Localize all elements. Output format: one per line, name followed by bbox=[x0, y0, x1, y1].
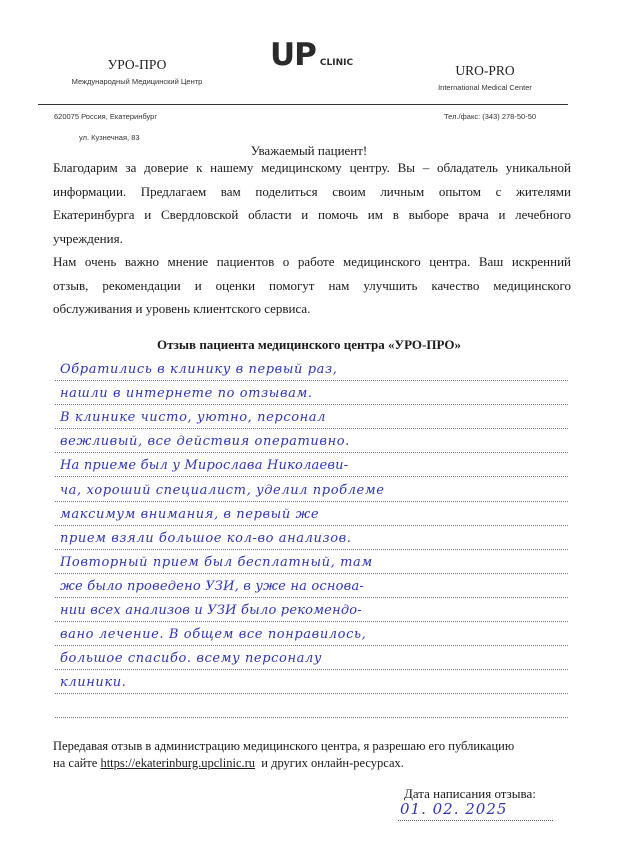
intro-p1-line: учреждения. bbox=[53, 230, 123, 246]
review-dotted-line bbox=[55, 404, 568, 405]
address-line-2: ул. Кузнечная, 83 bbox=[79, 133, 140, 142]
review-line-text[interactable]: нашли в интернете по отзывам. bbox=[60, 386, 313, 402]
review-dotted-line bbox=[55, 573, 568, 574]
intro-paragraph-2 bbox=[53, 250, 571, 321]
review-line-text[interactable]: На приеме был у Мирослава Николаеви- bbox=[60, 458, 349, 474]
review-dotted-line bbox=[55, 693, 568, 694]
review-line-text[interactable]: клиники. bbox=[60, 675, 127, 691]
review-dotted-line bbox=[55, 380, 568, 381]
logo-up-text: UP bbox=[270, 37, 316, 73]
clinic-logo bbox=[270, 37, 353, 73]
consent-prefix: на сайте bbox=[53, 756, 101, 770]
date-dotted-line bbox=[398, 820, 553, 821]
review-line-text[interactable]: максимум внимания, в первый же bbox=[60, 506, 320, 522]
intro-p2-line: Нам очень важно мнение пациентов о работе медицинского центра. Ваш искренний bbox=[53, 254, 571, 269]
review-line-text[interactable]: В клинике чисто, уютно, персонал bbox=[60, 410, 327, 426]
consent-line-1: Передавая отзыв в администрацию медицинского центра, я разрешаю его публикацию bbox=[53, 739, 515, 753]
review-line-text[interactable]: большое спасибо. всему персоналу bbox=[60, 651, 322, 667]
consent-suffix: и других онлайн-ресурсах. bbox=[255, 756, 404, 770]
date-label: Дата написания отзыва: bbox=[404, 786, 536, 801]
intro-p2-line: обслуживания и уровень клиентского сервиса. bbox=[53, 301, 311, 316]
review-dotted-line bbox=[55, 476, 568, 477]
review-dotted-line bbox=[55, 597, 568, 598]
review-line-text[interactable]: ча, хороший специалист, уделил проблеме bbox=[60, 482, 385, 498]
review-line-text[interactable]: же было проведено УЗИ, в уже на основа- bbox=[60, 578, 364, 594]
review-line-text[interactable]: вано лечение. В общем все понравилось, bbox=[60, 627, 367, 643]
review-dotted-line bbox=[55, 621, 568, 622]
review-form-title: Отзыв пациента медицинского центра «УРО-ПРО» bbox=[157, 337, 461, 352]
review-line-text[interactable]: Обратились в клинику в первый раз, bbox=[60, 362, 338, 377]
review-dotted-line bbox=[55, 525, 568, 526]
intro-p1-line: Благодарим за доверие к нашему медицинскому центру. Вы – обладатель уникальной bbox=[53, 160, 571, 175]
greeting: Уважаемый пациент! bbox=[250, 143, 368, 158]
review-line-text[interactable]: нии всех анализов и УЗИ было рекомендо- bbox=[60, 603, 362, 618]
letterhead-left-name: УРО-ПРО bbox=[107, 57, 167, 72]
review-dotted-line bbox=[55, 452, 568, 453]
intro-p1-line: информации. Предлагаем вам поделиться своим личным опытом с жителями bbox=[53, 183, 571, 199]
letterhead-right-name: URO-PRO bbox=[455, 63, 515, 78]
review-line-text[interactable]: вежливый, все действия оперативно. bbox=[60, 434, 350, 450]
review-dotted-line bbox=[55, 717, 568, 718]
review-line-text[interactable]: Повторный прием был бесплатный, там bbox=[60, 554, 373, 570]
website-link[interactable]: https://ekaterinburg.upclinic.ru bbox=[100, 756, 256, 770]
review-dotted-line bbox=[55, 669, 568, 670]
date-value[interactable]: 01. 02. 2025 bbox=[400, 800, 508, 818]
intro-p2-line: отзыв, рекомендации и оценки помогут нам улучшить качество медицинского bbox=[53, 277, 571, 293]
phone-fax: Тел./факс: (343) 278-50-50 bbox=[444, 112, 537, 121]
letterhead-left-subtitle: Международный Медицинский Центр bbox=[71, 77, 203, 86]
review-dotted-line bbox=[55, 501, 568, 502]
intro-p1-line: Екатеринбурга и Свердловской области и помочь им в выборе врача и лечебного bbox=[53, 207, 571, 222]
review-dotted-line bbox=[55, 645, 568, 646]
consent-line-2 bbox=[53, 755, 404, 772]
review-dotted-line bbox=[55, 549, 568, 550]
logo-clinic-text: CLINIC bbox=[319, 58, 354, 68]
review-dotted-line bbox=[55, 428, 568, 429]
letterhead-divider bbox=[38, 104, 568, 105]
intro-paragraph-1 bbox=[53, 156, 571, 250]
review-line-text[interactable]: прием взяли большое кол-во анализов. bbox=[60, 530, 352, 546]
address-line-1: 620075 Россия, Екатеринбург bbox=[54, 112, 158, 121]
letterhead-right-subtitle: International Medical Center bbox=[438, 83, 532, 92]
